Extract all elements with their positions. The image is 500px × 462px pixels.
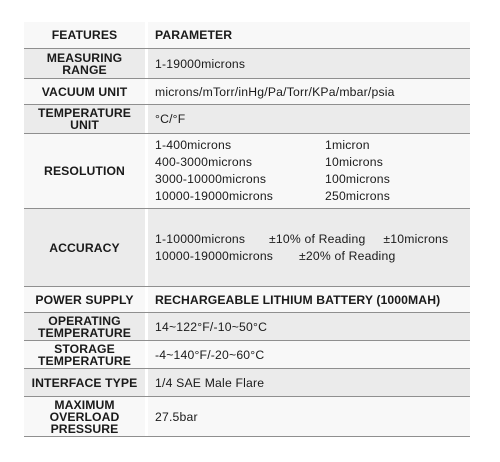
spec-table — [24, 22, 470, 437]
storage-temperature-value: -4~140°F/-20~60°C — [155, 347, 265, 362]
resolution-value — [148, 134, 470, 208]
vacuum-unit-value: microns/mTorr/inHg/Pa/Torr/KPa/mbar/psia — [155, 84, 395, 99]
resolution-step-3: 100microns — [325, 172, 390, 186]
vacuum-unit-label: VACUUM UNIT — [24, 79, 148, 104]
power-supply-value: RECHARGEABLE LITHIUM BATTERY (1000MAH) — [155, 292, 441, 307]
accuracy-label: ACCURACY — [24, 209, 148, 286]
row-measuring-range — [24, 49, 470, 79]
power-supply-label: POWER SUPPLY — [24, 287, 148, 312]
temperature-unit-label: TEMPERATURE UNIT — [24, 105, 148, 133]
header-features: FEATURES — [24, 22, 148, 48]
row-power-supply — [24, 287, 470, 313]
measuring-range-label: MEASURING RANGE — [24, 49, 148, 78]
operating-temperature-value: 14~122°F/-10~50°C — [155, 319, 268, 334]
resolution-step-4: 250microns — [325, 189, 390, 203]
accuracy-pct-2: ±20% of Reading — [299, 248, 396, 263]
accuracy-abs-1: ±10microns — [383, 231, 449, 246]
resolution-step-2: 10microns — [325, 155, 384, 169]
header-row — [24, 22, 470, 49]
resolution-range-4: 10000-19000microns — [155, 189, 274, 203]
storage-temperature-label-line-2: TEMPERATURE — [38, 353, 131, 368]
interface-type-label: INTERFACE TYPE — [24, 369, 148, 396]
accuracy-range-1: 1-10000microns — [155, 231, 246, 246]
resolution-range-2: 400-3000microns — [155, 155, 253, 169]
storage-temperature-label — [24, 341, 148, 368]
row-accuracy — [24, 209, 470, 287]
max-overload-pressure-value: 27.5bar — [155, 409, 198, 424]
max-overload-pressure-label-line-3: PRESSURE — [50, 421, 119, 436]
interface-type-value: 1/4 SAE Male Flare — [155, 375, 265, 390]
row-vacuum-unit — [24, 79, 470, 105]
row-resolution — [24, 134, 470, 209]
operating-temperature-label-line-2: TEMPERATURE — [38, 325, 131, 340]
max-overload-pressure-label — [24, 397, 148, 436]
max-overload-pressure-label-line-2: OVERLOAD — [49, 409, 120, 424]
max-overload-pressure-label-line-1: MAXIMUM — [54, 397, 115, 412]
row-temperature-unit — [24, 105, 470, 134]
operating-temperature-label-line-1: OPERATING — [48, 313, 121, 328]
storage-temperature-label-line-1: STORAGE — [54, 341, 115, 356]
header-parameter: PARAMETER — [155, 28, 233, 42]
row-operating-temperature — [24, 313, 470, 341]
accuracy-range-2: 10000-19000microns — [155, 248, 274, 263]
resolution-range-3: 3000-10000microns — [155, 172, 267, 186]
measuring-range-value: 1-19000microns — [155, 56, 246, 71]
resolution-label: RESOLUTION — [24, 134, 148, 208]
accuracy-value — [148, 209, 470, 286]
resolution-step-1: 1micron — [325, 138, 370, 152]
resolution-range-1: 1-400microns — [155, 138, 232, 152]
row-storage-temperature — [24, 341, 470, 369]
operating-temperature-label — [24, 313, 148, 340]
row-interface-type — [24, 369, 470, 397]
accuracy-pct-1: ±10% of Reading — [269, 231, 366, 246]
row-max-overload-pressure — [24, 397, 470, 437]
temperature-unit-value: °C/°F — [155, 112, 186, 126]
